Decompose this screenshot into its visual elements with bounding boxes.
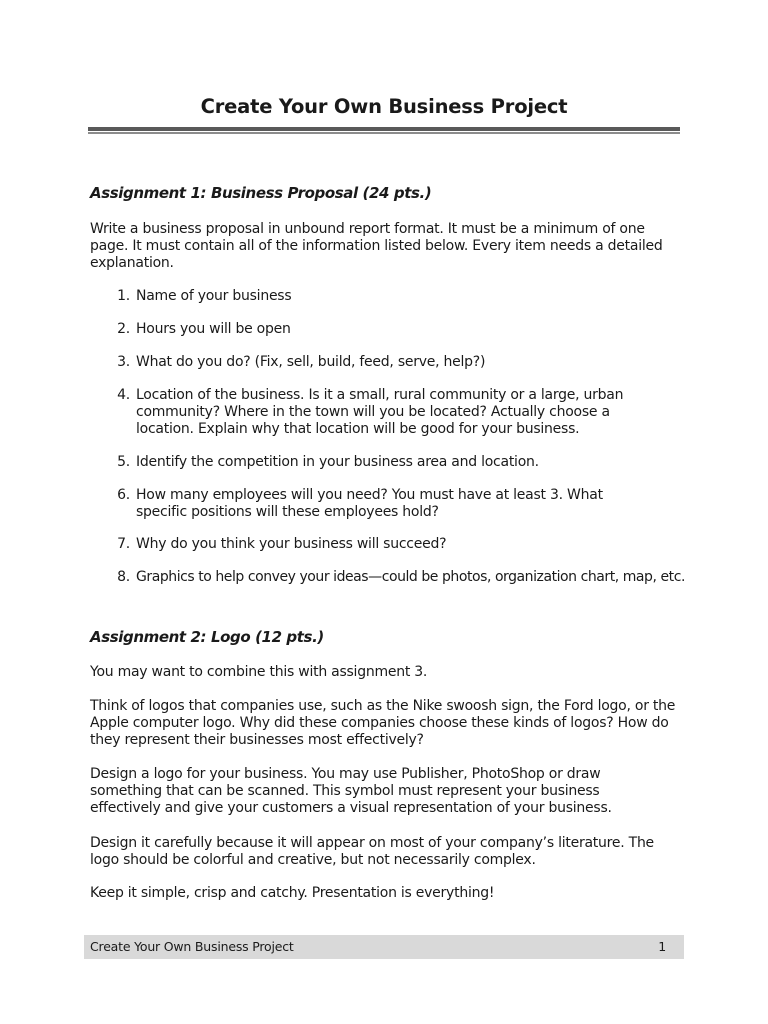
assignment-2-paragraph: Think of logos that companies use, such as the Nike swoosh sign, the Ford logo, or the Apple computer logo. Why did these companies choose these kinds of logos? How do they represent their businesses most effectively? [90, 698, 676, 748]
list-item-number: 4. [117, 387, 130, 403]
list-item-number: 5. [117, 454, 130, 470]
title-divider-thin [88, 132, 680, 134]
list-item [110, 321, 710, 338]
list-item-number: 7. [117, 536, 130, 552]
list-item-number: 3. [117, 354, 130, 370]
list-item-number: 2. [117, 321, 130, 337]
list-item [110, 454, 710, 471]
assignment-1-intro: Write a business proposal in unbound report format. It must be a minimum of one page. It must contain all of the information listed below. Every item needs a detailed explanation. [90, 221, 663, 271]
page-footer [84, 935, 684, 959]
list-item [110, 487, 710, 521]
assignment-2-heading: Assignment 2: Logo (12 pts.) [90, 628, 324, 646]
assignment-2-paragraph: You may want to combine this with assignment 3. [90, 664, 428, 680]
list-item-text: Location of the business. Is it a small, rural community or a large, urban community? Where in the town will you be located? Actually choose a location. Explain why that location will be good for your business. [136, 387, 624, 437]
list-item-text: Graphics to help convey your ideas—could be photos, organization chart, map, etc. [136, 569, 685, 585]
assignment-2-paragraph: Design it carefully because it will appear on most of your company’s literature. The logo should be colorful and creative, but not necessarily complex. [90, 835, 654, 868]
list-item-text: Why do you think your business will succeed? [136, 536, 447, 552]
list-item-text: Hours you will be open [136, 321, 291, 337]
list-item [110, 288, 710, 305]
list-item-text: Identify the competition in your business area and location. [136, 454, 539, 470]
list-item [110, 569, 710, 586]
list-item-number: 6. [117, 487, 130, 503]
footer-page-number: 1 [658, 939, 666, 954]
list-item [110, 387, 710, 438]
page-title: Create Your Own Business Project [200, 95, 568, 118]
footer-title: Create Your Own Business Project [90, 939, 294, 954]
list-item-number: 1. [117, 288, 130, 304]
list-item-number: 8. [117, 569, 130, 585]
list-item-text: What do you do? (Fix, sell, build, feed, serve, help?) [136, 354, 486, 370]
list-item-text: Name of your business [136, 288, 292, 304]
list-item-text: How many employees will you need? You must have at least 3. What specific positions will these employees hold? [136, 487, 603, 520]
list-item [110, 354, 710, 371]
title-divider [88, 127, 680, 135]
title-divider-thick [88, 127, 680, 131]
assignment-2-paragraph: Keep it simple, crisp and catchy. Presentation is everything! [90, 885, 495, 901]
list-item [110, 536, 710, 553]
assignment-2-paragraph: Design a logo for your business. You may use Publisher, PhotoShop or draw something that can be scanned. This symbol must represent your business effectively and give your customers a visual representation of your business. [90, 766, 612, 816]
assignment-1-heading: Assignment 1: Business Proposal (24 pts.) [90, 184, 432, 202]
